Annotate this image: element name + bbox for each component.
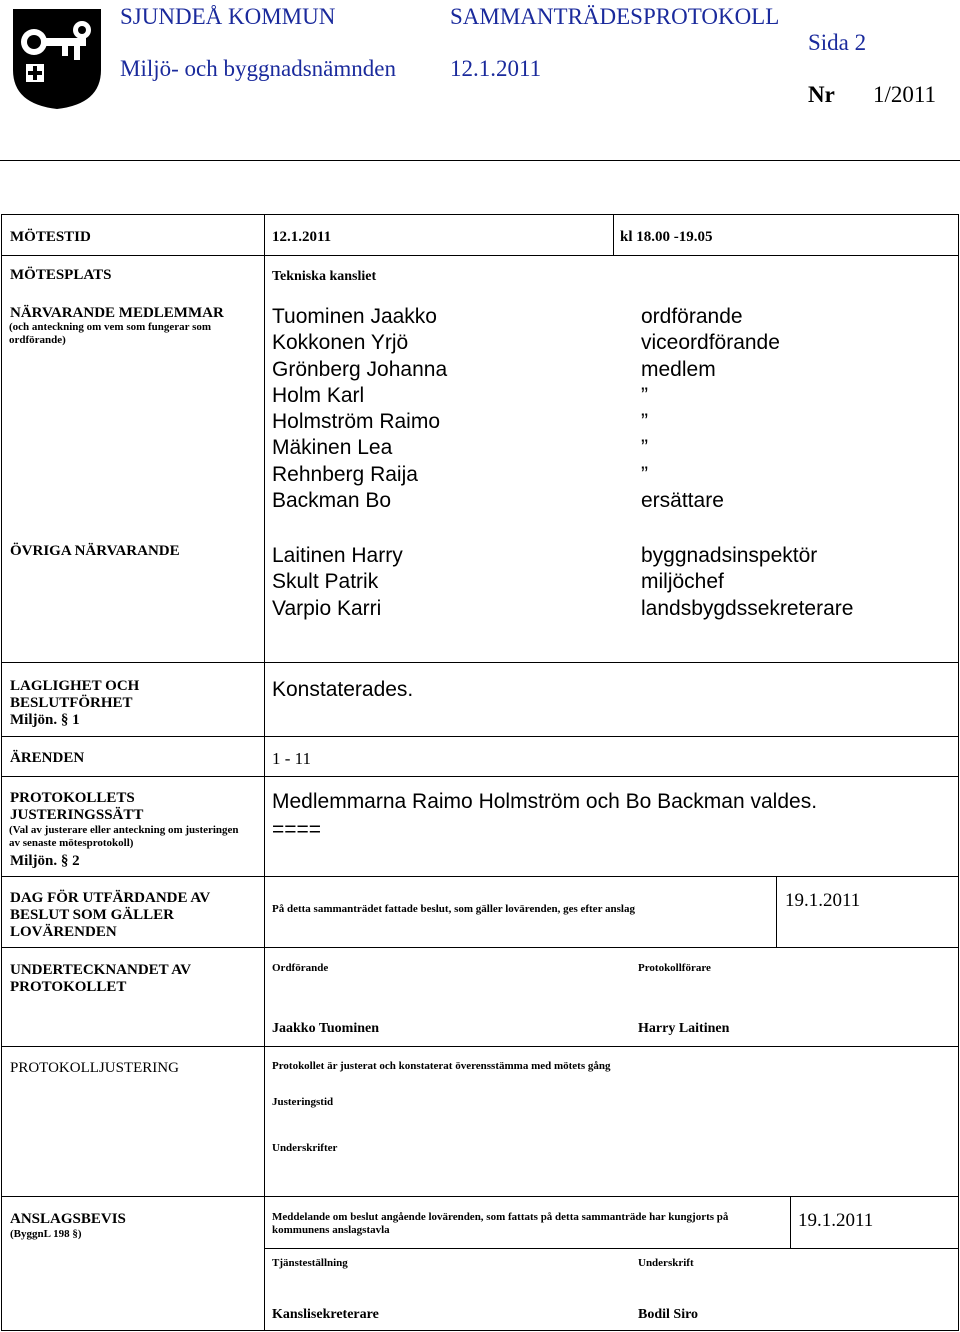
- legality-text: Konstaterades.: [272, 678, 414, 701]
- grid-line: [1, 1330, 958, 1331]
- member-name: Rehnberg Raija: [272, 462, 418, 486]
- adjusters-note-line: av senaste mötesprotokoll): [9, 837, 134, 849]
- grid-line: [1, 947, 958, 948]
- notice-text-line: kommunens anslagstavla: [272, 1224, 390, 1236]
- adjusters-note-line: (Val av justerare eller anteckning om justeringen: [9, 824, 239, 836]
- matters-label: ÄRENDEN: [10, 750, 85, 766]
- member-role: ”: [641, 436, 648, 460]
- member-role: viceordförande: [641, 331, 780, 355]
- board-name: Miljö- och byggnadsnämnden: [120, 56, 396, 81]
- member-names: [272, 304, 447, 514]
- other-name: Laitinen Harry: [272, 544, 403, 567]
- member-name: Holm Karl: [272, 383, 365, 407]
- signer-position: Kanslisekreterare: [272, 1307, 379, 1322]
- grid-line: [790, 1196, 791, 1248]
- member-name: Tuominen Jaakko: [272, 305, 437, 328]
- issue-date-text: På detta sammanträdet fattade beslut, som gäller lovärenden, ges efter anslag: [272, 903, 635, 915]
- adjusters-ref: Miljön. § 2: [10, 853, 80, 869]
- adjusters-label-line: JUSTERINGSSÄTT: [10, 807, 144, 823]
- grid-line: [776, 876, 777, 947]
- issue-date-label: [10, 890, 210, 941]
- member-name: Mäkinen Lea: [272, 436, 393, 460]
- member-role: ”: [641, 462, 648, 486]
- header-date: 12.1.2011: [450, 56, 542, 81]
- other-name: Varpio Karri: [272, 596, 382, 620]
- grid-line: [1, 876, 958, 877]
- meeting-time-label: MÖTESTID: [10, 229, 91, 245]
- notice-text: [272, 1211, 728, 1237]
- notice-label: ANSLAGSBEVIS: [10, 1211, 126, 1227]
- legality-ref: Miljön. § 1: [10, 712, 80, 728]
- grid-line: [1, 776, 958, 777]
- member-name: Grönberg Johanna: [272, 357, 448, 381]
- members-note: (och anteckning om vem som fungerar som ordförande): [9, 321, 212, 346]
- notice-law-ref: (ByggnL 198 §): [10, 1228, 82, 1240]
- municipality-name: SJUNDEÅ KOMMUN: [120, 4, 336, 29]
- meeting-place: Tekniska kansliet: [272, 269, 377, 284]
- legality-label-line: LAGLIGHET OCH: [10, 678, 140, 694]
- meeting-place-label: MÖTESPLATS: [10, 267, 112, 283]
- member-role: ersättare: [641, 489, 724, 513]
- meeting-date: 12.1.2011: [272, 229, 332, 245]
- member-roles: [641, 304, 780, 514]
- grid-line: [1, 662, 958, 663]
- meeting-time: kl 18.00 -19.05: [620, 229, 713, 245]
- adjusters-note: [9, 824, 239, 850]
- legality-label-line: BESLUTFÖRHET: [10, 695, 133, 711]
- header-divider: [0, 160, 960, 161]
- adjustment-time-label: Justeringstid: [272, 1096, 334, 1108]
- member-role: ”: [641, 410, 648, 434]
- adjusters-text: Medlemmarna Raimo Holmström och Bo Backman valdes.: [272, 790, 818, 813]
- other-role: byggnadsinspektör: [641, 544, 818, 567]
- matters-value: 1 - 11: [272, 749, 312, 768]
- adjustment-label: PROTOKOLLJUSTERING: [10, 1060, 179, 1076]
- grid-line: [1, 255, 958, 256]
- position-label: Tjänsteställning: [272, 1257, 348, 1269]
- members-label: NÄRVARANDE MEDLEMMAR: [10, 305, 224, 321]
- grid-line: [1, 214, 958, 215]
- other-names: [272, 543, 403, 622]
- member-role: medlem: [641, 357, 716, 381]
- issue-date-label-line: DAG FÖR UTFÄRDANDE AV: [10, 890, 211, 906]
- issue-date-label-line: BESLUT SOM GÄLLER: [10, 907, 174, 923]
- adjustment-statement: Protokollet är justerat och konstaterat överensstämma med mötets gång: [272, 1060, 611, 1072]
- grid-line: [613, 214, 614, 255]
- adjusters-label: [10, 790, 143, 824]
- page-number: Sida 2: [808, 30, 867, 55]
- grid-line: [1, 1196, 958, 1197]
- other-role: landsbygdssekreterare: [641, 596, 854, 620]
- secretary-label: Protokollförare: [638, 962, 711, 974]
- signatures-label-line: UNDERTECKNANDET AV: [10, 962, 192, 978]
- protocol-number-label: Nr: [808, 82, 835, 107]
- adjusters-label-line: PROTOKOLLETS: [10, 790, 135, 806]
- member-role: ”: [641, 383, 648, 407]
- other-roles: [641, 543, 853, 622]
- grid-line: [1, 1046, 958, 1047]
- member-name: Holmström Raimo: [272, 410, 441, 434]
- coat-of-arms-logo: [12, 8, 102, 110]
- grid-line: [1, 736, 958, 737]
- notice-text-line: Meddelande om beslut angående lovärenden, som fattats på detta sammanträde har kungjorts på: [272, 1211, 729, 1223]
- signature-label: Underskrift: [638, 1257, 694, 1269]
- grid-line: [1, 214, 2, 1331]
- grid-line: [958, 214, 959, 1331]
- issue-date-label-line: LOVÄRENDEN: [10, 924, 117, 940]
- other-name: Skult Patrik: [272, 570, 379, 594]
- secretary-name: Harry Laitinen: [638, 1021, 730, 1036]
- signatures-label: [10, 962, 191, 996]
- others-label: ÖVRIGA NÄRVARANDE: [10, 543, 180, 559]
- adjusters-mark: ====: [272, 818, 322, 841]
- chair-label: Ordförande: [272, 962, 329, 974]
- grid-line: [264, 1248, 958, 1249]
- document-type: SAMMANTRÄDESPROTOKOLL: [450, 4, 780, 29]
- signer-name: Bodil Siro: [638, 1307, 699, 1322]
- member-role: ordförande: [641, 305, 743, 328]
- legality-label: [10, 678, 139, 729]
- member-name: Backman Bo: [272, 489, 392, 513]
- member-name: Kokkonen Yrjö: [272, 331, 409, 355]
- protocol-number: 1/2011: [873, 82, 937, 107]
- chair-name: Jaakko Tuominen: [272, 1021, 379, 1036]
- notice-date: 19.1.2011: [798, 1210, 874, 1231]
- signatures-label-line: PROTOKOLLET: [10, 979, 127, 995]
- issue-date-value: 19.1.2011: [785, 890, 861, 911]
- other-role: miljöchef: [641, 570, 724, 594]
- adjustment-signatures-label: Underskrifter: [272, 1142, 338, 1154]
- grid-line: [264, 214, 265, 1331]
